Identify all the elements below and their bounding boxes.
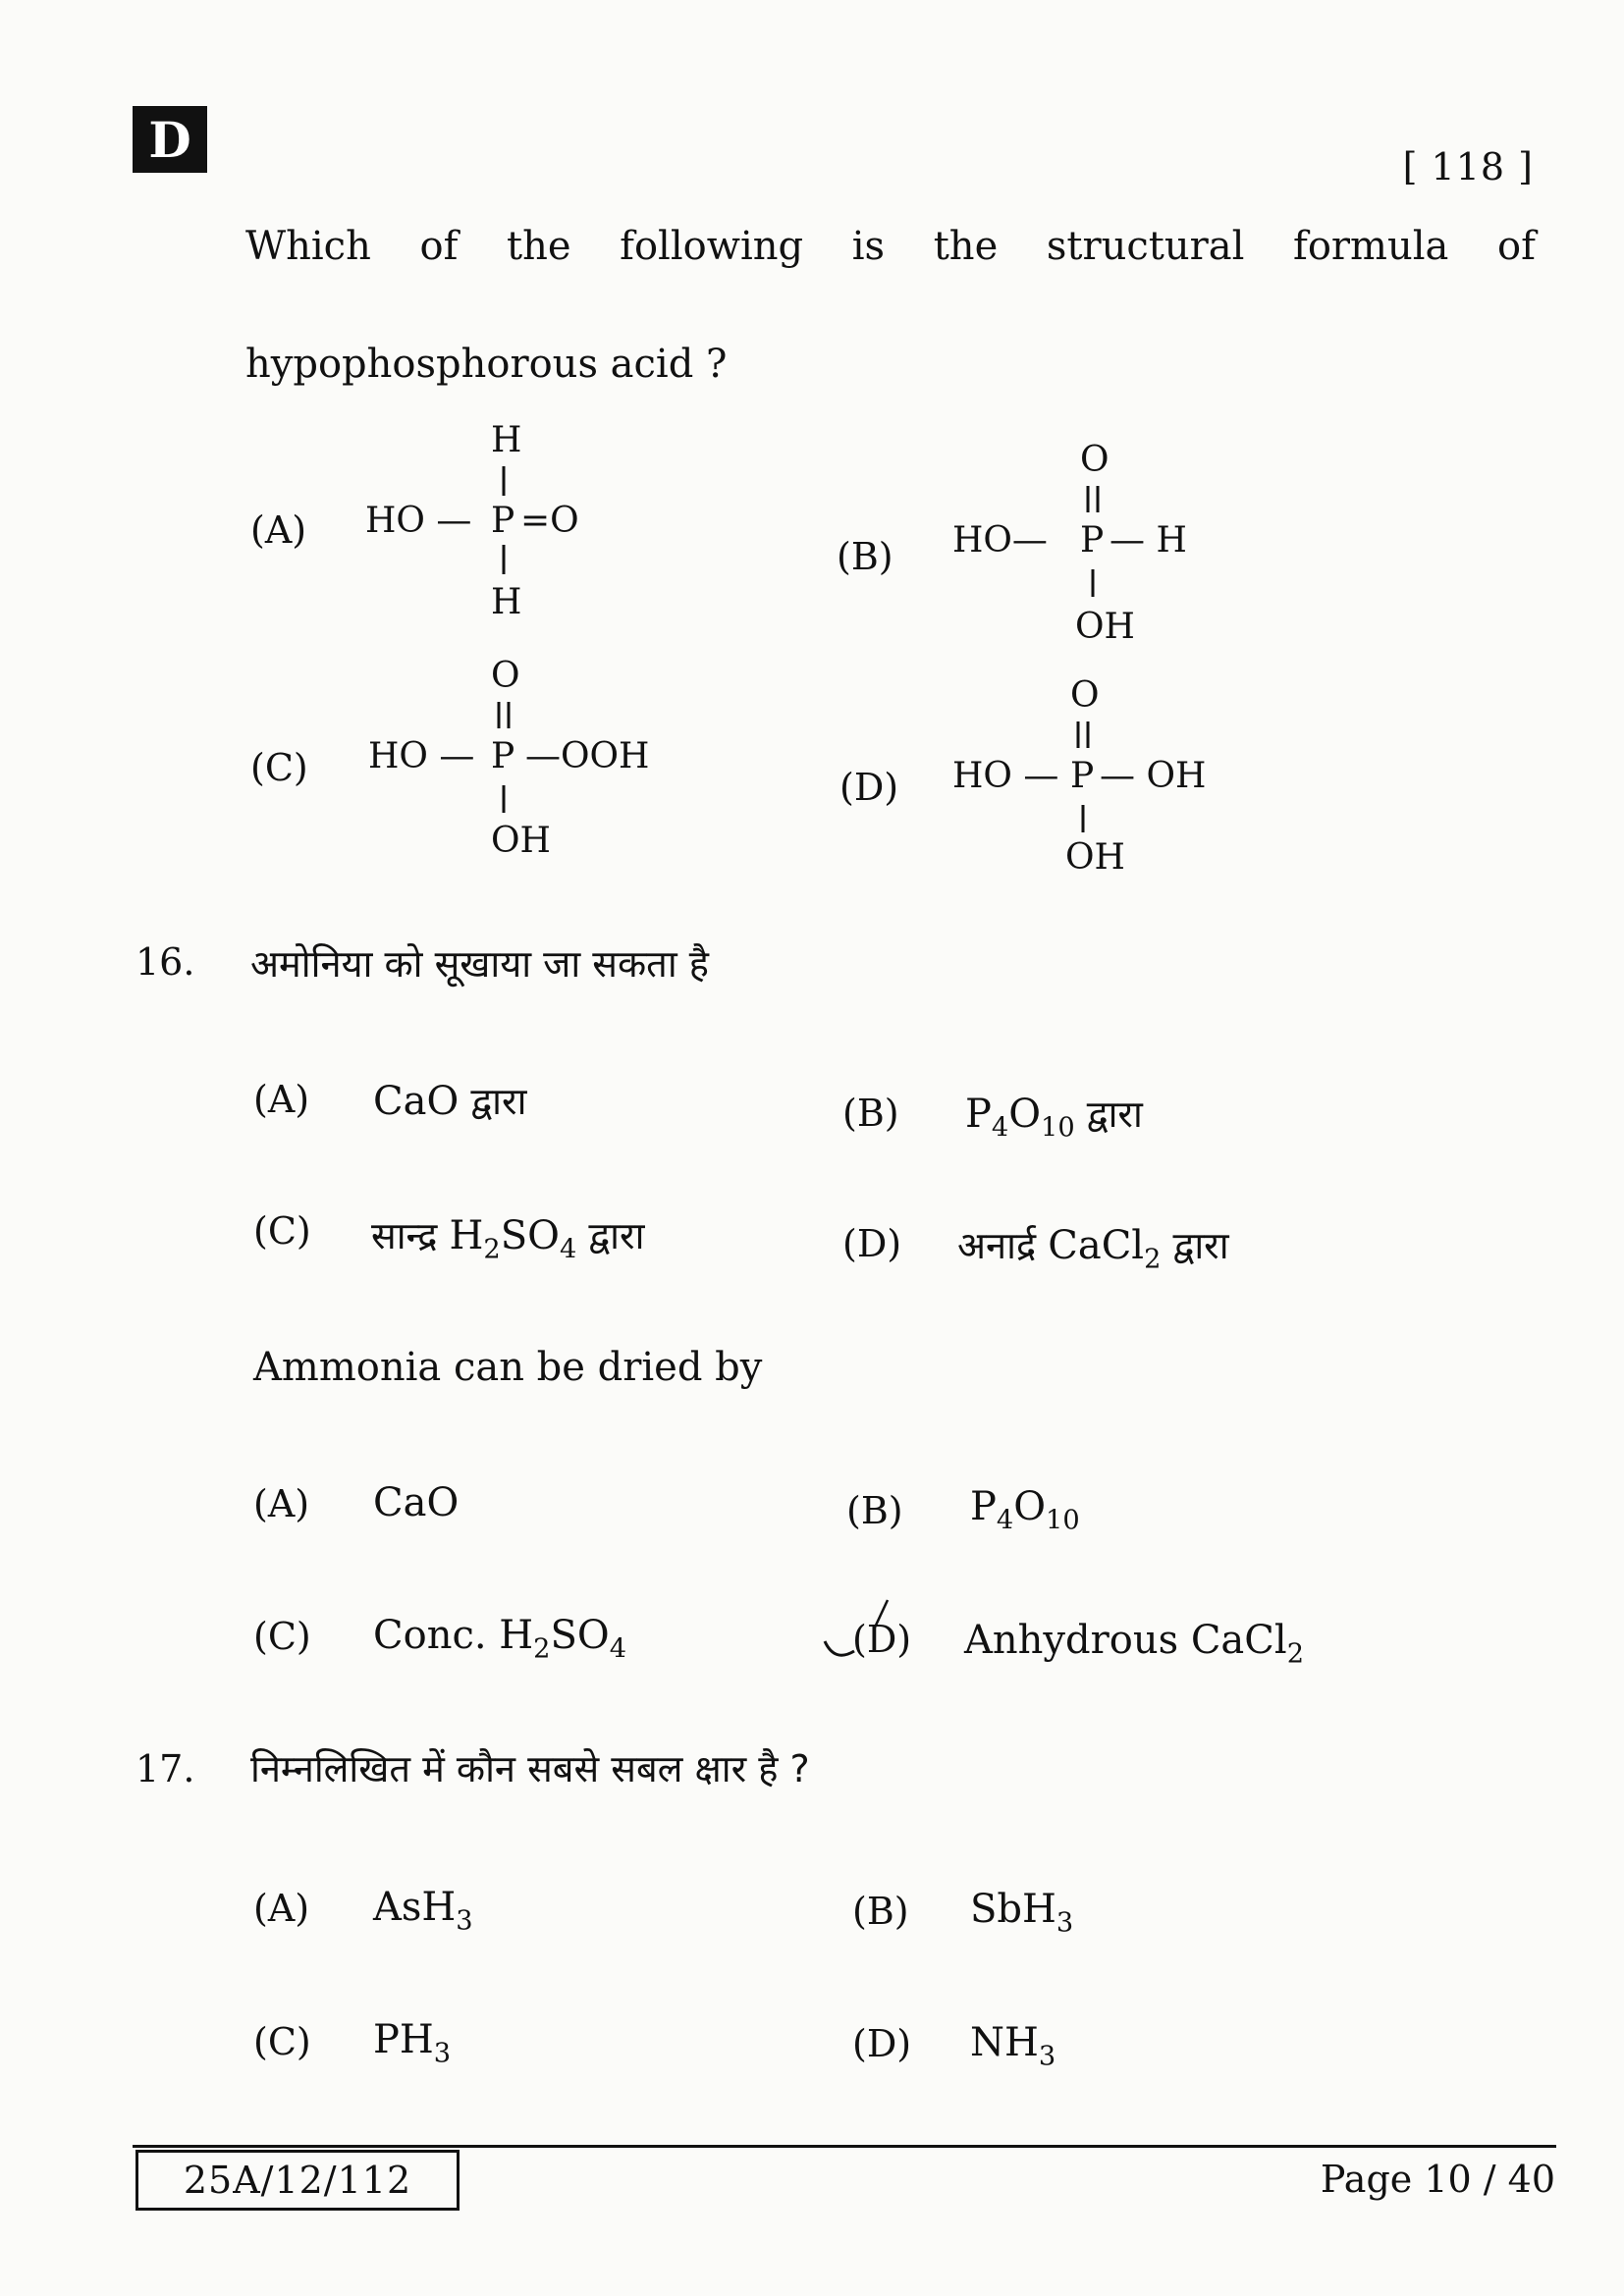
footer-divider bbox=[133, 2145, 1556, 2148]
word: formula bbox=[1293, 224, 1449, 269]
formula: PH bbox=[373, 2017, 434, 2062]
struct-d-bottom: OH bbox=[1065, 837, 1125, 878]
sub: 2 bbox=[1144, 1244, 1162, 1275]
word: following bbox=[620, 224, 804, 269]
word: Which bbox=[245, 224, 371, 269]
formula-so: SO bbox=[500, 1213, 560, 1258]
q16-hi-option-a-label[interactable]: (A) bbox=[253, 1078, 310, 1121]
q16-en-option-a-label[interactable]: (A) bbox=[253, 1482, 310, 1525]
struct-b-center: P bbox=[1080, 520, 1105, 561]
q17-number: 17. bbox=[135, 1747, 195, 1790]
struct-a-right: =O bbox=[520, 501, 579, 541]
formula-cacl: CaCl bbox=[1048, 1223, 1145, 1268]
q16-en-option-b-text bbox=[970, 1484, 1080, 1536]
prefix: Conc. bbox=[373, 1613, 500, 1658]
q16-hi-option-b-label[interactable]: (B) bbox=[842, 1092, 899, 1135]
q15-option-a-label[interactable]: (A) bbox=[250, 508, 307, 552]
q15-option-d-label[interactable]: (D) bbox=[839, 766, 899, 809]
struct-a-bottom: H bbox=[491, 582, 522, 622]
struct-d-center: P bbox=[1070, 756, 1095, 796]
hindi-suffix: द्वारा bbox=[576, 1214, 645, 1257]
hindi-suffix: द्वारा bbox=[1074, 1093, 1143, 1136]
q15-question-line-1 bbox=[245, 224, 1536, 269]
q16-en-option-d-label[interactable]: (D) bbox=[852, 1618, 912, 1661]
page-number: Page 10 / 40 bbox=[1320, 2158, 1555, 2201]
q16-hi-option-d-label[interactable]: (D) bbox=[842, 1222, 902, 1265]
struct-a-center: P bbox=[491, 501, 515, 541]
sub: 4 bbox=[559, 1234, 577, 1265]
sub: 10 bbox=[1041, 1112, 1075, 1144]
struct-b-bottom: OH bbox=[1075, 607, 1135, 647]
struct-c-left: HO — bbox=[368, 736, 475, 776]
struct-c-top: O bbox=[491, 656, 520, 696]
q16-english-question: Ammonia can be dried by bbox=[253, 1345, 763, 1390]
struct-d-left: HO — bbox=[952, 756, 1059, 796]
sub: 3 bbox=[433, 2038, 452, 2069]
set-badge: D bbox=[133, 106, 207, 173]
q17-option-b-text bbox=[970, 1887, 1074, 1939]
formula: CaO bbox=[373, 1079, 460, 1124]
struct-a-top: H bbox=[491, 420, 522, 460]
formula-p: P bbox=[965, 1092, 992, 1137]
q15-option-b-label[interactable]: (B) bbox=[837, 535, 893, 578]
q17-option-d-text bbox=[970, 2020, 1056, 2072]
sub: 2 bbox=[483, 1234, 501, 1265]
struct-a-left: HO — bbox=[365, 501, 472, 541]
q17-option-c-label[interactable]: (C) bbox=[253, 2020, 311, 2063]
hindi-prefix: सान्द्र bbox=[371, 1214, 450, 1257]
q16-hi-option-a-text bbox=[373, 1075, 526, 1126]
q16-hi-option-d-text bbox=[957, 1219, 1229, 1275]
formula-cacl: CaCl bbox=[1190, 1618, 1287, 1663]
sub: 3 bbox=[456, 1905, 473, 1937]
structure-c[interactable] bbox=[353, 648, 707, 874]
q15-option-c-label[interactable]: (C) bbox=[250, 746, 308, 789]
q17-option-b-label[interactable]: (B) bbox=[852, 1890, 909, 1933]
formula-h: H bbox=[449, 1213, 484, 1258]
q16-en-option-b-label[interactable]: (B) bbox=[846, 1489, 903, 1532]
struct-d-top: O bbox=[1070, 675, 1100, 716]
q16-hindi-question: अमोनिया को सूखाया जा सकता है bbox=[250, 942, 709, 986]
formula-so: SO bbox=[550, 1613, 610, 1658]
structure-d[interactable] bbox=[943, 667, 1257, 893]
formula: SbH bbox=[970, 1887, 1056, 1932]
formula-o: O bbox=[1008, 1092, 1042, 1137]
word: the bbox=[507, 224, 571, 269]
struct-c-bottom: OH bbox=[491, 821, 551, 861]
q16-hi-option-b-text bbox=[965, 1088, 1143, 1144]
formula-p: P bbox=[970, 1484, 997, 1529]
q16-en-option-c-label[interactable]: (C) bbox=[253, 1615, 311, 1658]
sub: 4 bbox=[996, 1505, 1014, 1536]
sub: 3 bbox=[1056, 1907, 1074, 1939]
sub: 10 bbox=[1046, 1505, 1080, 1536]
sub: 3 bbox=[1038, 2041, 1056, 2072]
sub: 2 bbox=[1286, 1638, 1304, 1670]
struct-b-top: O bbox=[1080, 440, 1110, 480]
struct-c-center: P bbox=[491, 736, 515, 776]
struct-b-left: HO— bbox=[952, 520, 1048, 561]
hindi-prefix: अनार्द्र bbox=[957, 1224, 1049, 1267]
formula-o: O bbox=[1013, 1484, 1047, 1529]
structure-b[interactable] bbox=[943, 432, 1257, 658]
formula-h: H bbox=[499, 1613, 534, 1658]
sub: 4 bbox=[991, 1112, 1009, 1144]
q16-en-option-c-text bbox=[373, 1613, 626, 1665]
struct-d-right: — OH bbox=[1100, 756, 1207, 796]
word: structural bbox=[1046, 224, 1245, 269]
q16-hi-option-c-label[interactable]: (C) bbox=[253, 1209, 311, 1253]
formula: AsH bbox=[373, 1885, 457, 1930]
word: of bbox=[1497, 224, 1536, 269]
sub: 4 bbox=[609, 1633, 626, 1665]
prefix: Anhydrous bbox=[964, 1618, 1191, 1663]
q16-hi-option-c-text bbox=[371, 1209, 645, 1265]
q16-number: 16. bbox=[135, 940, 195, 984]
q17-option-a-text bbox=[373, 1885, 473, 1937]
formula: NH bbox=[970, 2020, 1039, 2065]
hindi-suffix: द्वारा bbox=[459, 1080, 527, 1123]
q16-en-option-a-text: CaO bbox=[373, 1480, 460, 1525]
q17-option-c-text bbox=[373, 2017, 452, 2069]
page-code: [ 118 ] bbox=[1402, 145, 1534, 188]
hindi-suffix: द्वारा bbox=[1161, 1224, 1229, 1267]
q17-option-d-label[interactable]: (D) bbox=[852, 2022, 912, 2065]
paper-code: 25A/12/112 bbox=[135, 2150, 460, 2211]
q17-hindi-question: निम्नलिखित में कौन सबसे सबल क्षार है ? bbox=[250, 1747, 810, 1790]
word: is bbox=[851, 224, 886, 269]
sub: 2 bbox=[533, 1633, 551, 1665]
structure-a[interactable] bbox=[353, 412, 668, 628]
word: the bbox=[933, 224, 999, 269]
q15-question-line-2: hypophosphorous acid ? bbox=[245, 342, 728, 387]
struct-b-right: — H bbox=[1110, 520, 1187, 561]
q16-en-option-d-text bbox=[964, 1618, 1304, 1670]
struct-c-right: —OOH bbox=[525, 736, 650, 776]
q17-option-a-label[interactable]: (A) bbox=[253, 1887, 310, 1930]
word: of bbox=[419, 224, 459, 269]
